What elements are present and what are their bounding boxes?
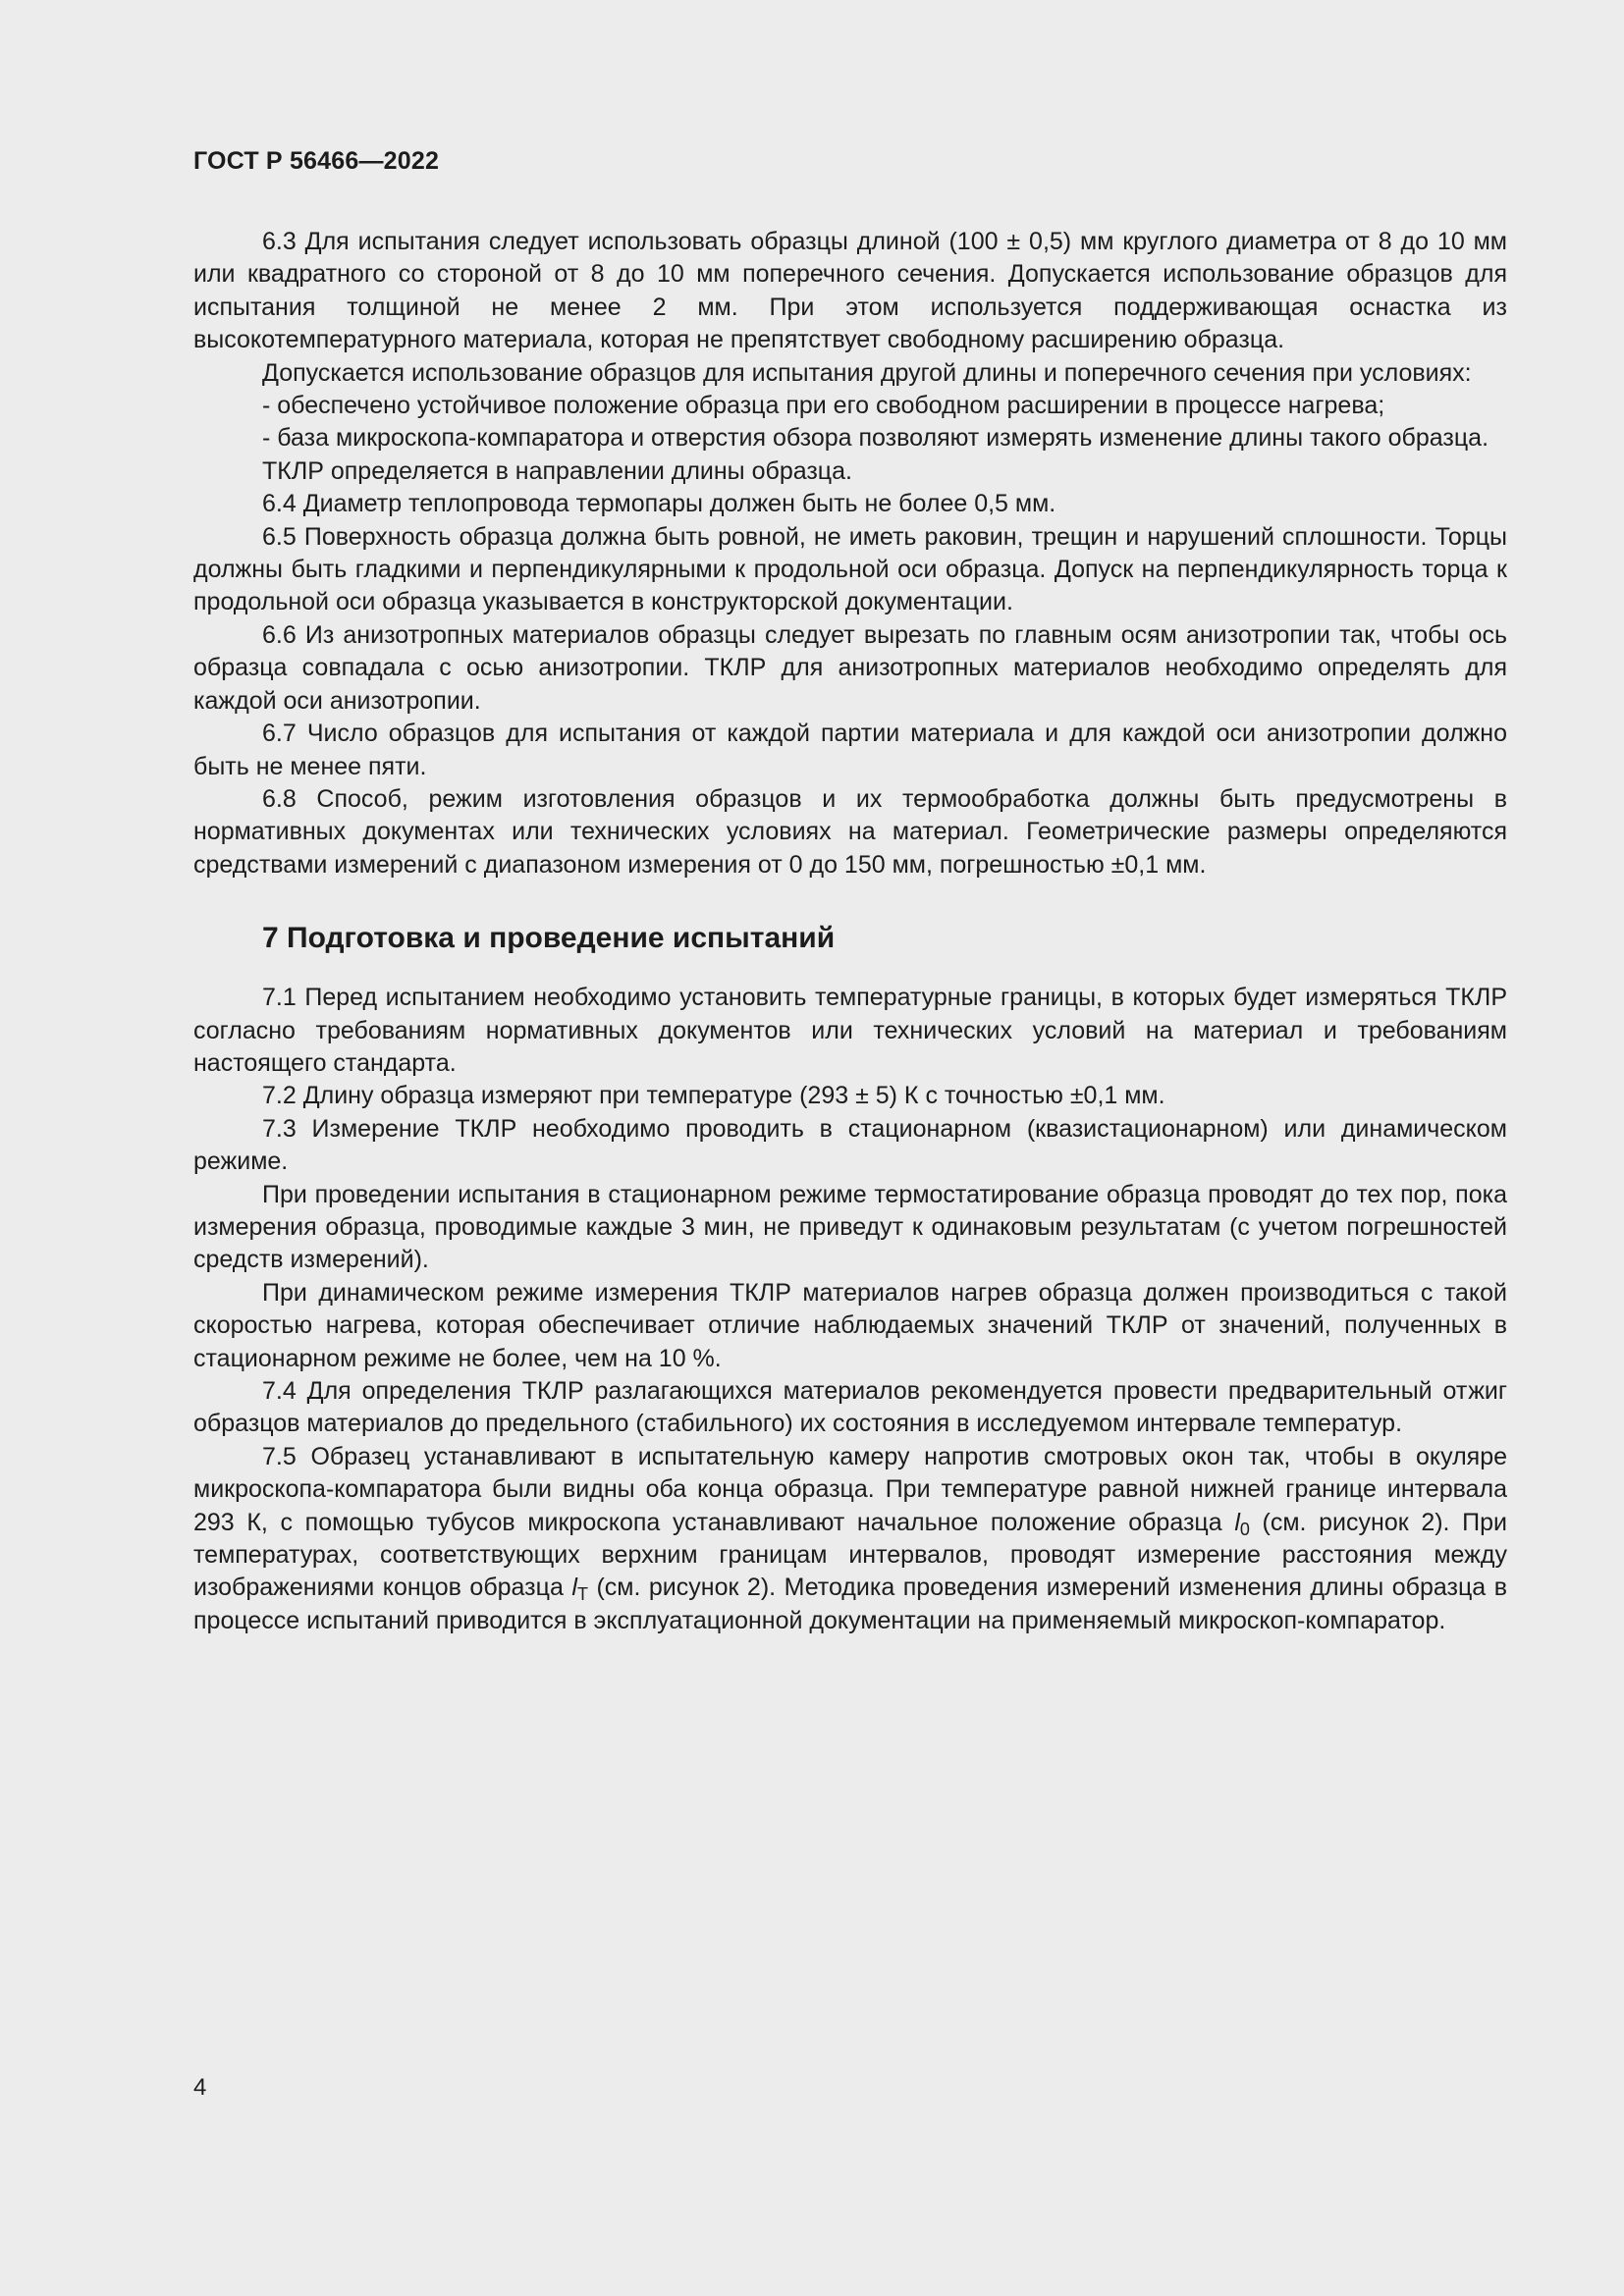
paragraph-7-3: 7.3 Измерение ТКЛР необходимо проводить в стационарном (квазистационарном) или динамическом режиме.: [193, 1114, 1507, 1176]
paragraph-dynamic-mode: При динамическом режиме измерения ТКЛР материалов нагрев образца должен производиться с такой скоростью нагрева, которая обеспечивает отличие наблюдаемых значений ТКЛР от значений, полученных в стационарном режиме не более, чем на 10 %.: [193, 1278, 1507, 1372]
paragraph-7-5-part-a: 7.5 Образец устанавливают в испытательную камеру напротив смотровых окон так, чтобы в окуляре микроскопа-компаратора были видны оба конца образца. При температуре равной нижней границе интервала 293 К, с помощью тубусов микроскопа устанавливают начальное положение образца: [193, 1442, 1507, 1536]
subscript-0: 0: [1239, 1519, 1250, 1539]
section-7-heading: 7 Подготовка и проведение испытаний: [262, 922, 836, 955]
document-code: ГОСТ Р 56466—2022: [193, 147, 440, 175]
paragraph-7-5: [193, 1441, 1507, 1637]
list-item-condition-1: - обеспечено устойчивое положение образца при его свободном расширении в процессе нагрева;: [262, 392, 1385, 420]
subscript-t: T: [576, 1584, 588, 1605]
paragraph-6-3: 6.3 Для испытания следует использовать образцы длиной (100 ± 0,5) мм круглого диаметра от 8 до 10 мм или квадратного со стороной от 8 до 10 мм поперечного сечения. Допускается использование образцов для испытания толщиной не менее 2 мм. При этом используется поддерживающая оснастка из высокотемпературного материала, которая не препятствует свободному расширению образца.: [193, 228, 1507, 354]
paragraph-7-1: 7.1 Перед испытанием необходимо установить температурные границы, в которых будет измеряться ТКЛР согласно требованиям нормативных документов или технических условий на материал и требованиям настоящего стандарта.: [193, 984, 1507, 1077]
symbol-l0: l: [1234, 1508, 1240, 1536]
paragraph-7-5-part-c: (см. рисунок 2). Методика проведения измерений изменения длины образца в процессе испытаний приводится в эксплуатационной документации на применяемый микроскоп-компаратор.: [193, 1574, 1507, 1634]
paragraph-7-4: 7.4 Для определения ТКЛР разлагающихся материалов рекомендуется провести предварительный отжиг образцов материалов до предельного (стабильного) их состояния в исследуемом интервале температур.: [193, 1377, 1507, 1438]
symbol-lt: l: [571, 1574, 577, 1602]
paragraph-6-4: 6.4 Диаметр теплопровода термопары должен быть не более 0,5 мм.: [262, 490, 1056, 518]
paragraph-6-6: 6.6 Из анизотропных материалов образцы следует вырезать по главным осям анизотропии так, чтобы ось образца совпадала с осью анизотропии. ТКЛР для анизотропных материалов необходимо определять для каждой оси анизотропии.: [193, 620, 1507, 715]
paragraph-6-8: 6.8 Способ, режим изготовления образцов и их термообработка должны быть предусмотрены в нормативных документах или технических условиях на материал. Геометрические размеры определяются средствами измерений с диапазоном измерения от 0 до 150 мм, погрешностью ±0,1 мм.: [193, 784, 1507, 879]
paragraph-stationary-mode: При проведении испытания в стационарном режиме термостатирование образца проводят до тех пор, пока измерения образца, проводимые каждые 3 мин, не приведут к одинаковым результатам (с учетом погрешностей средств измерений).: [193, 1180, 1507, 1274]
paragraph-6-5: 6.5 Поверхность образца должна быть ровной, не иметь раковин, трещин и нарушений сплошности. Торцы должны быть гладкими и перпендикулярными к продольной оси образца. Допуск на перпендикулярность торца к продольной оси образца указывается в конструкторской документации.: [193, 522, 1507, 616]
list-item-condition-2: - база микроскопа-компаратора и отверстия обзора позволяют измерять изменение длины такого образца.: [262, 424, 1489, 453]
page-number: 4: [193, 2074, 207, 2101]
paragraph-direction-note: ТКЛР определяется в направлении длины образца.: [262, 456, 852, 485]
paragraph-6-3-allowance: Допускается использование образцов для испытания другой длины и поперечного сечения при условиях:: [262, 358, 1472, 387]
paragraph-7-2: 7.2 Длину образца измеряют при температуре (293 ± 5) К с точностью ±0,1 мм.: [262, 1082, 1165, 1110]
page-body: [193, 226, 1507, 1637]
paragraph-7-5-part-b: (см. рисунок 2). При температурах, соответствующих верхним границам интервалов, проводят измерение расстояния между изображениями концов образца: [193, 1508, 1507, 1602]
paragraph-6-7: 6.7 Число образцов для испытания от каждой партии материала и для каждой оси анизотропии должно быть не менее пяти.: [193, 720, 1507, 780]
